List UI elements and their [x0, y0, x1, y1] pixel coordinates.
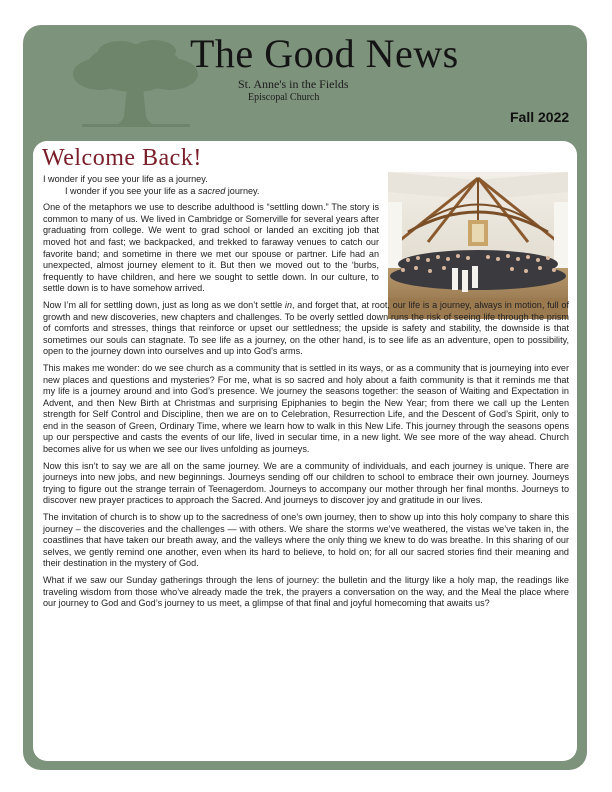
- tree-logo-icon: [70, 38, 200, 130]
- paragraph-2: Now I’m all for settling down, just as long as we don’t settle in, and forget that, at root, our life is a journey, always in motion, full of growth and new discoveries, new chapters and challenges. To be overly settled down runs the risk of seeing life through the prism of comforts and stresses, things that reinforce or upset our settledness; the upside is safety and stability, the downside is that sometimes our souls can stagnate. To see life as a journey, on the other hand, is to see life as an adventure, open to possibility, open to the journey down into ourselves and up into God’s arms.: [43, 299, 569, 357]
- paragraph-5: The invitation of church is to show up to the sacredness of one’s own journey, then to show up into this holy company to share this journey – the discoveries and the challenges — with others. We share the storms we’ve weathered, the vistas we’ve taken in, the coastlines that have taken our breath away, and the valleys where the only thing we knew to do was breathe. In this sharing of our selves, we gently remind one another, even when its hard to believe, to hold on; for all our sacred stories find their meaning and their destination in the mystery of God.: [43, 512, 569, 569]
- issue-date: Fall 2022: [510, 109, 570, 125]
- article-body: [43, 174, 569, 615]
- parish-name: St. Anne's in the Fields: [238, 77, 349, 91]
- paragraph-1: One of the metaphors we use to describe adulthood is “settling down.” The story is common to many of us. We lived in Cambridge or Somerville for several years after graduating from college. We went to grad school or landed an exciting job that moved hot and fast; we backpacked, and trekked to faraway venues to catch our favorite band; and sometime in there we met our spouse or partner. Life had an unexpected, almost journey element to it. But then we moved out to the ‘burbs, frequently to have children, and here we sought to settle down. In our culture, to settle down is to have somehow arrived.: [43, 202, 379, 294]
- paragraph-3: This makes me wonder: do we see church as a community that is settled in its ways, or as a community that is journeying into ever new places and questions and mysteries? For me, what is so sacred and holy about a faith community is that it reminds me that my life is a journey around and into God’s presence. We journey the seasons together: the season of Waiting and Expectation in Advent, and then New Birth at Christmas and surprising Epiphanies to begin the New Year; from there we call up the Lenten strength for Self Control and Discipline, then we are on to Celebration, Resurrection Life, and the Descent of God’s Spirit, only to end in the season of Green, Ordinary Time, where we learn how to walk in this New Life. This journey through the seasons opens up our perspective and casts the events of our life, lived in secular time, in a new light. We see more of the way ahead. Church becomes alive for us when we see our lives unfolding as journeys.: [43, 362, 569, 455]
- opening-line-1: I wonder if you see your life as a journey.: [43, 174, 208, 184]
- opening-line-2: I wonder if you see your life as a sacred journey.: [65, 185, 260, 196]
- church-name: Episcopal Church: [248, 92, 320, 103]
- newsletter-title: The Good News: [190, 31, 459, 76]
- paragraph-6: What if we saw our Sunday gatherings through the lens of journey: the bulletin and the liturgy like a holy map, the readings like traveling wisdom from those who’ve already made the trek, the prayers a conversation on the way, and the Meal the place where our journey to God and God’s journey to us meet, a glimpse of that final and joyful homecoming that awaits us?: [43, 575, 569, 609]
- article-panel: [33, 141, 577, 761]
- paragraph-4: Now this isn’t to say we are all on the same journey. We are a community of individuals, and each journey is unique. There are journeys into new jobs, and new beginnings. Journeys sending off our children to school to embrace their own journey. Journeys trying to figure out the strange terrain of Teenagerdom. Journeys to accompany our mother through her final months. Journeys to discover new prayer practices to approach the Sacred. And journeys to discover joy and gratitude in our lives.: [43, 460, 569, 506]
- article-heading: Welcome Back!: [42, 145, 202, 171]
